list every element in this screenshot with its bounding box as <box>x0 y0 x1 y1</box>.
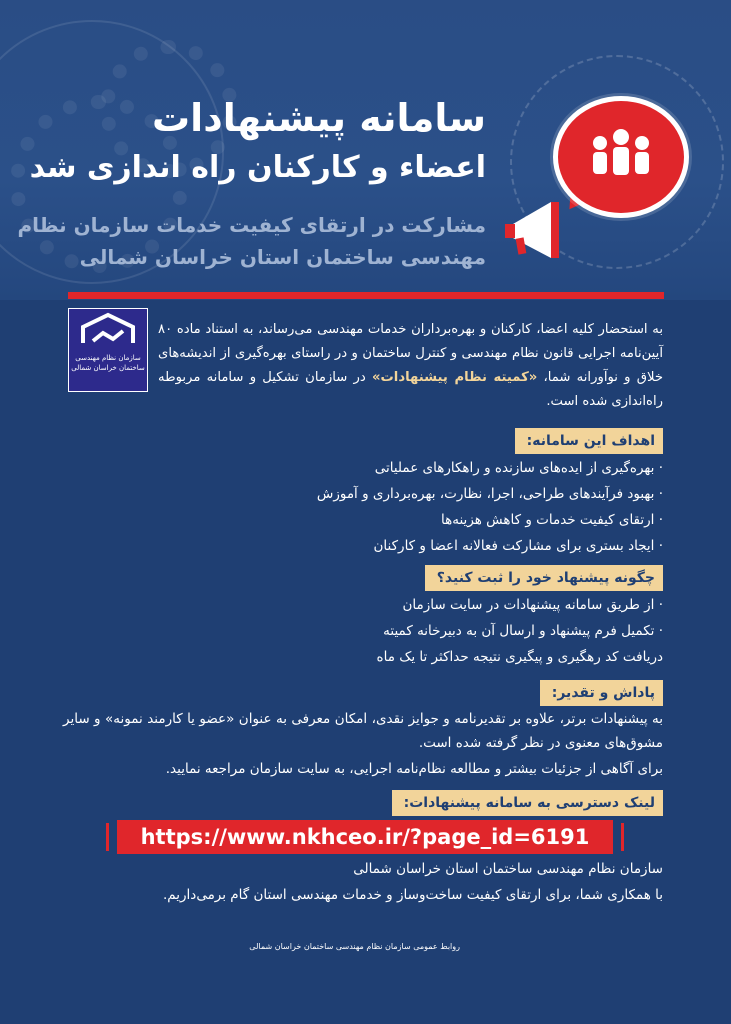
link-bracket <box>621 823 624 851</box>
organization-logo <box>68 308 148 392</box>
closing-line2: با همکاری شما، برای ارتقای کیفیت ساخت‌وساز و خدمات مهندسی استان گام برمی‌داریم. <box>163 887 663 903</box>
howto-list <box>63 592 663 670</box>
list-item: · ارتقای کیفیت خدمات و کاهش هزینه‌ها <box>441 512 663 528</box>
intro-text-end: در سازمان تشکیل و سامانه مربوطه راه‌اندازی شده است. <box>158 370 663 409</box>
handshake-logo-icon <box>69 309 147 353</box>
list-item: · تکمیل فرم پیشنهاد و ارسال آن به دبیرخانه کمیته <box>383 623 663 639</box>
intro-text: به استحضار کلیه اعضا، کارکنان و بهره‌برداران خدمات مهندسی می‌رساند، به استناد ماده ۸۰ آیین‌نامه اجرایی قانون نظام مهندسی و کنترل ساختمان و در راستای بهره‌گیری از اندیشه‌های خلاق و نوآورانه شما، <box>158 322 664 385</box>
list-item: · بهره‌گیری از ایده‌های سازنده و راهکارهای عملیاتی <box>374 460 663 476</box>
list-item: · از طریق سامانه پیشنهادات در سایت سازمان <box>402 597 663 613</box>
reward-heading: پاداش و تقدیر: <box>540 680 663 706</box>
link-bracket <box>106 823 109 851</box>
howto-heading: چگونه پیشنهاد خود را ثبت کنید؟ <box>425 565 663 591</box>
page-subtitle-line2: مهندسی ساختمان استان خراسان شمالی <box>79 245 486 269</box>
goals-list <box>63 455 663 559</box>
people-icon <box>558 101 684 213</box>
goals-heading: اهداف این سامانه: <box>515 428 663 454</box>
megaphone-icon <box>503 198 563 262</box>
list-item: دریافت کد رهگیری و پیگیری نتیجه حداکثر تا یک ماه <box>376 649 663 665</box>
page-title: سامانه پیشنهادات <box>151 96 486 140</box>
page-title-line2: اعضاء و کارکنان راه اندازی شد <box>29 150 486 185</box>
footer-text: روابط عمومی سازمان نظام مهندسی ساختمان خراسان شمالی <box>249 942 460 951</box>
list-item: · ایجاد بستری برای مشارکت فعالانه اعضا و کارکنان <box>373 538 663 554</box>
access-heading: لینک دسترسی به سامانه پیشنهادات: <box>392 790 663 816</box>
closing-line1: سازمان نظام مهندسی ساختمان استان خراسان شمالی <box>353 861 663 877</box>
list-item: · بهبود فرآیندهای طراحی، اجرا، نظارت، بهره‌برداری و آموزش <box>316 486 663 502</box>
suggestion-system-link[interactable]: https://www.nkhceo.ir/?page_id=6191 <box>117 820 613 854</box>
speech-bubble-icon <box>553 96 689 218</box>
committee-name: «کمیته نظام پیشنهادات» <box>372 370 538 385</box>
header-banner <box>0 0 731 300</box>
reward-text: به پیشنهادات برتر، علاوه بر تقدیرنامه و جوایز نقدی، امکان معرفی به عنوان «عضو یا کارمند نمونه» و سایر مشوق‌های معنوی در نظر گرفته شده است. <box>63 711 663 751</box>
reward-note: برای آگاهی از جزئیات بیشتر و مطالعه نظام‌نامه اجرایی، به سایت سازمان مراجعه نمایید. <box>165 761 663 777</box>
page-subtitle: مشارکت در ارتقای کیفیت خدمات سازمان نظام <box>17 213 486 237</box>
divider <box>68 292 664 299</box>
intro-paragraph <box>158 318 663 414</box>
footer-signature <box>249 935 460 959</box>
logo-text: سازمان نظام مهندسی ساختمان خراسان شمالی <box>71 354 145 372</box>
